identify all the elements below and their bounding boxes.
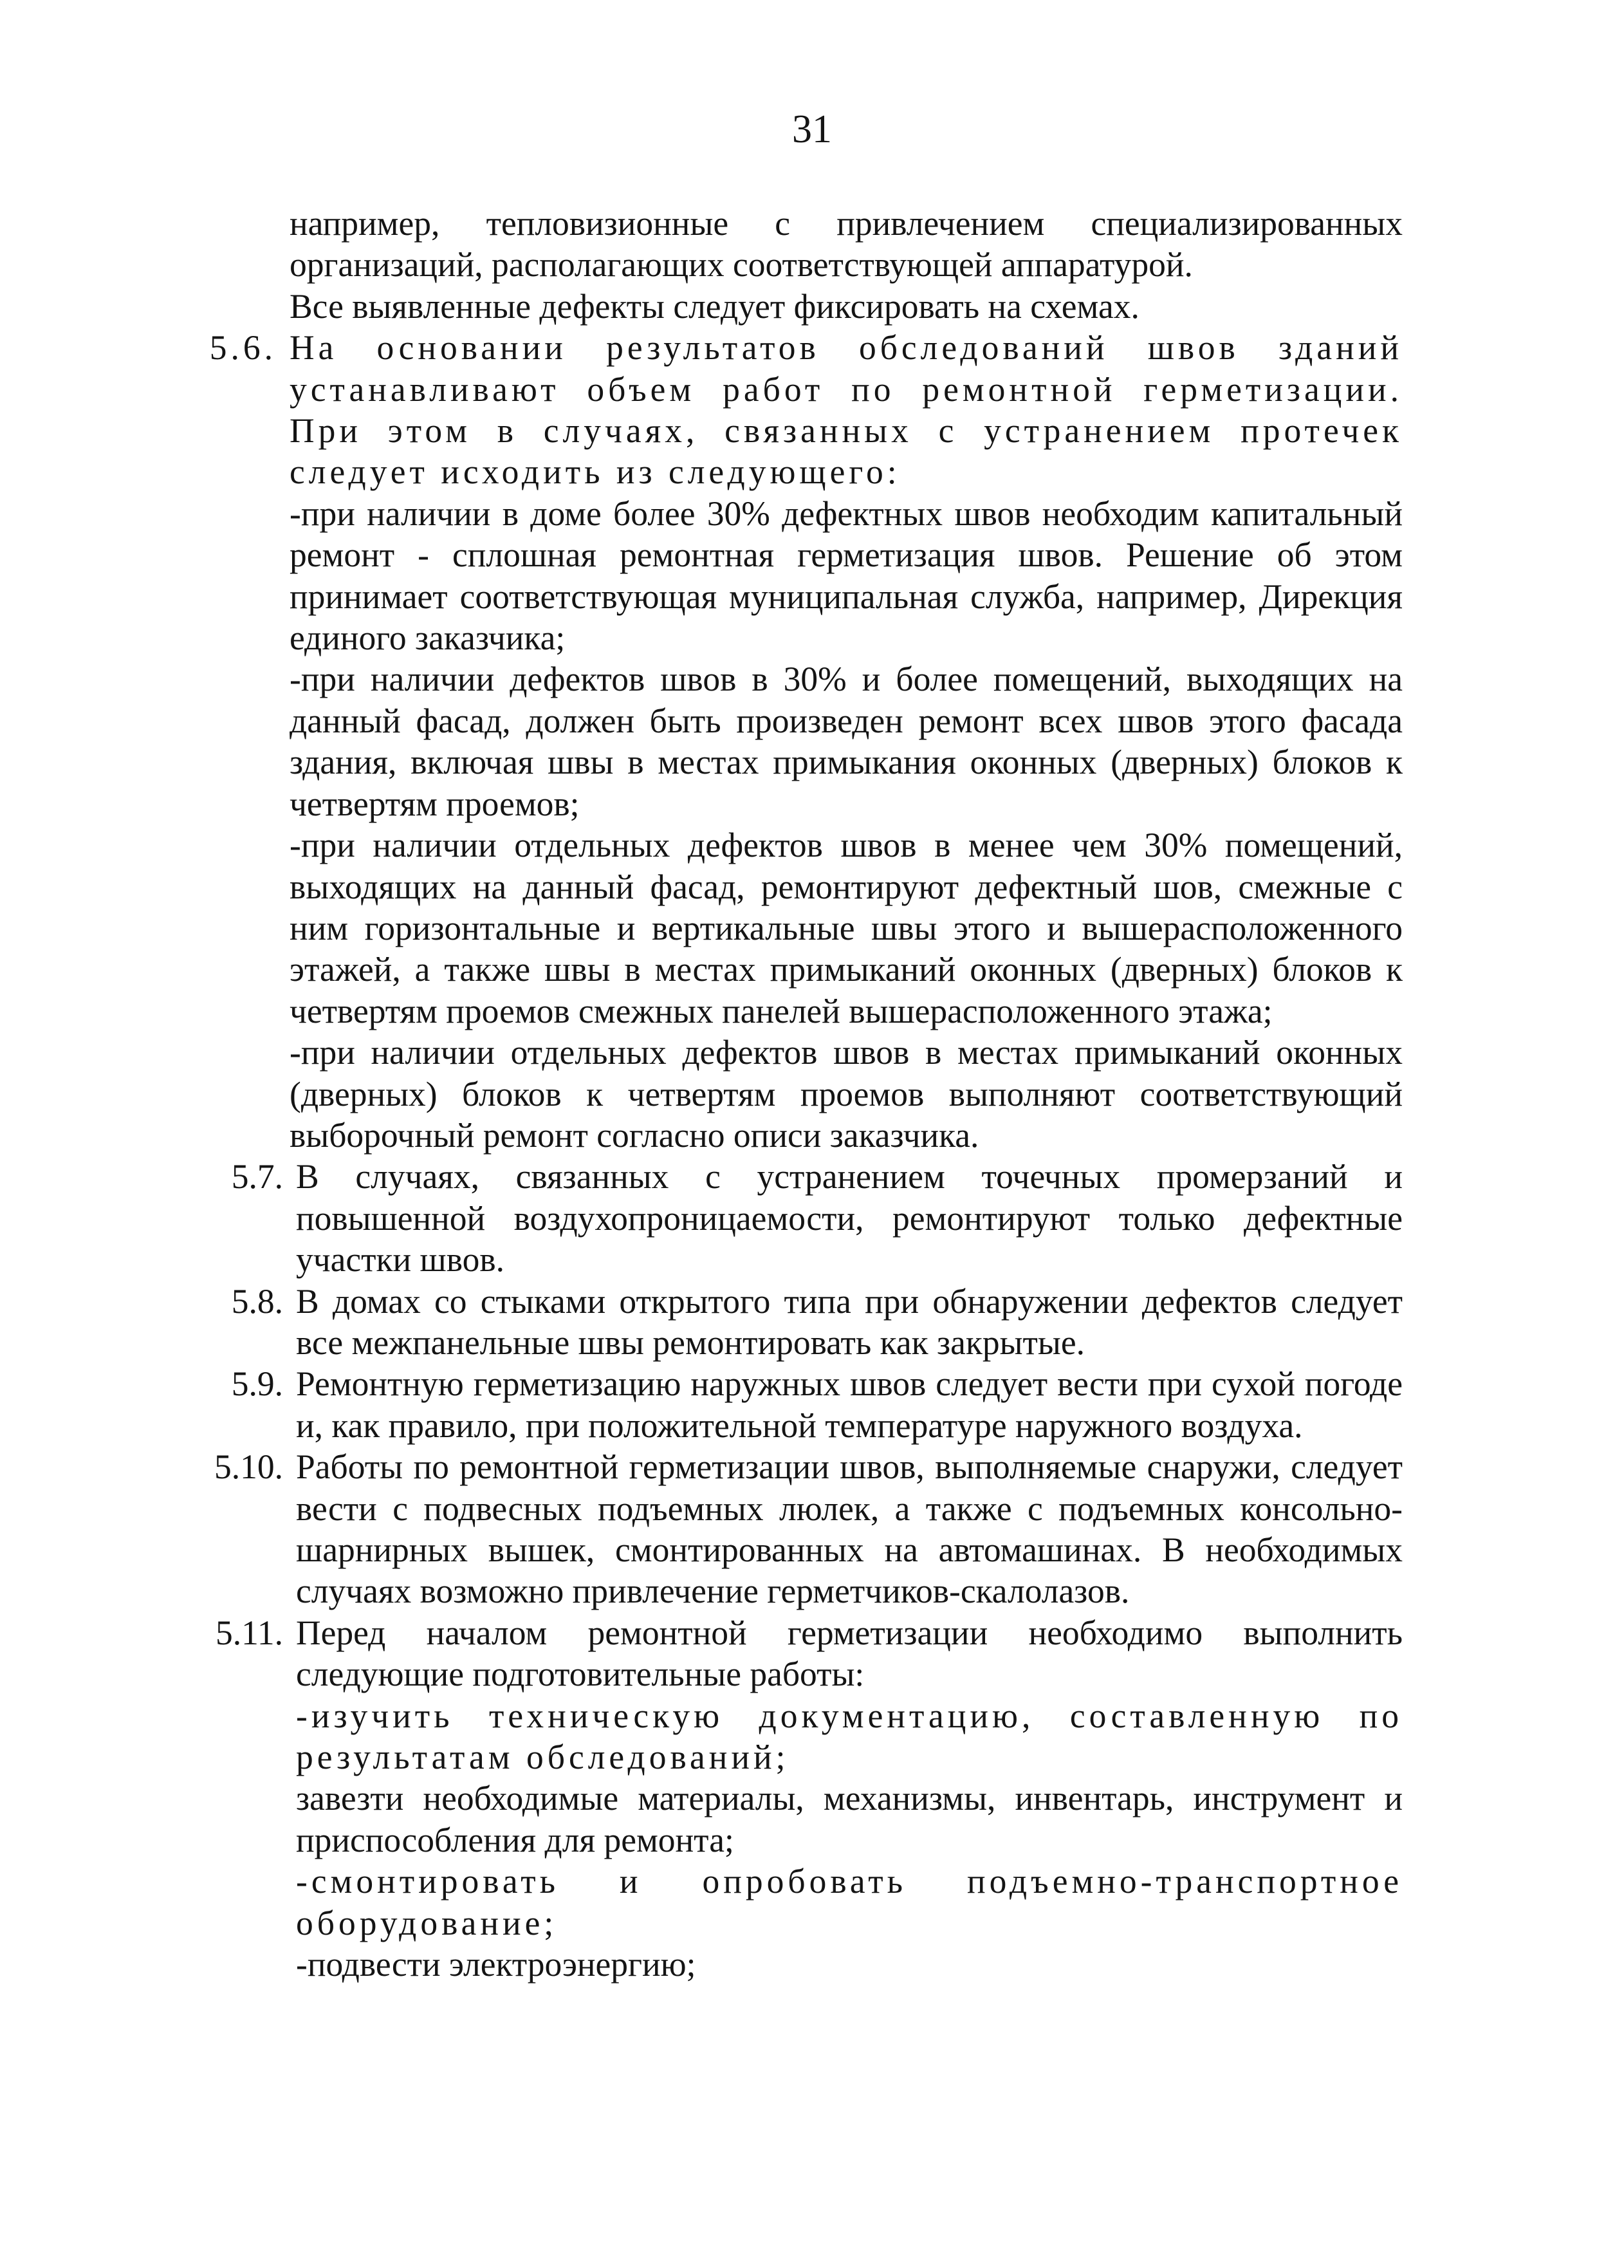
clause-text: На основании результатов обследований швов зданий устанавливают объем работ по ремонтной герметизации. При этом в случаях, связанных с устранением протечек следует исходить из следующего: bbox=[290, 328, 1403, 492]
paragraph: Все выявленные дефекты следует фиксировать на схемах. bbox=[290, 286, 1140, 326]
clause-number: 5.9. bbox=[231, 1364, 283, 1404]
clause-text: Работы по ремонтной герметизации швов, выполняемые снаружи, следует вести с подвесных подъемных люлек, а также с подъемных консольно-шарнирных вышек, смонтированных на автомашинах. В необходимых случаях возможно привлечение герметчиков-скалолазов. bbox=[296, 1447, 1403, 1611]
list-item: -при наличии дефектов швов в 30% и более помещений, выходящих на данный фасад, должен быть произведен ремонт всех швов этого фасада здания, включая швы в местах примыкания оконных (дверных) блоков к четвертям проемов; bbox=[290, 660, 1403, 823]
list-item: -при наличии отдельных дефектов швов в местах примыканий оконных (дверных) блоков к четвертям проемов выполняют соответствующий выборочный ремонт согласно описи заказчика. bbox=[290, 1033, 1403, 1155]
clause-number: 5.8. bbox=[231, 1281, 283, 1321]
clause-5-7 bbox=[231, 1156, 1403, 1280]
clause-5-6 bbox=[209, 327, 1403, 493]
clause-5-9 bbox=[231, 1363, 1403, 1446]
list-item: -подвести электроэнергию; bbox=[296, 1945, 696, 1984]
clause-number: 5.7. bbox=[231, 1157, 283, 1196]
clause-text: В домах со стыками открытого типа при обнаружении дефектов следует все межпанельные швы ремонтировать как закрытые. bbox=[296, 1281, 1403, 1362]
clause-5-10 bbox=[214, 1446, 1403, 1612]
list-item: -при наличии в доме более 30% дефектных швов необходим капитальный ремонт - сплошная ремонтная герметизация швов. Решение об этом принимает соответствующая муниципальная служба, например, Дирекция единого заказчика; bbox=[290, 494, 1403, 658]
list-item: завезти необходимые материалы, механизмы, инвентарь, инструмент и приспособления для ремонта; bbox=[296, 1779, 1403, 1859]
clause-text: Перед началом ремонтной герметизации необходимо выполнить следующие подготовительные работы: bbox=[296, 1613, 1403, 1694]
document-body bbox=[193, 203, 1403, 1985]
clause-text: Ремонтную герметизацию наружных швов следует вести при сухой погоде и, как правило, при положительной температуре наружного воздуха. bbox=[296, 1364, 1403, 1445]
clause-number: 5.10. bbox=[214, 1447, 283, 1487]
page-number: 31 bbox=[792, 107, 832, 151]
list-item: -смонтировать и опробовать подъемно-транспортное оборудование; bbox=[296, 1862, 1403, 1942]
list-item: -при наличии отдельных дефектов швов в менее чем 30% помещений, выходящих на данный фасад, ремонтируют дефектный шов, смежные с ним горизонтальные и вертикальные швы этого и вышерасположенного этажей, а также швы в местах примыканий оконных (дверных) блоков к четвертям проемов смежных панелей вышерасположенного этажа; bbox=[290, 826, 1403, 1030]
paragraph: например, тепловизионные с привлечением специализированных организаций, располагающих соответствующей аппаратурой. bbox=[290, 204, 1403, 284]
clause-number: 5.11. bbox=[215, 1613, 283, 1652]
list-item: -изучить техническую документацию, составленную по результатам обследований; bbox=[296, 1696, 1403, 1777]
clause-5-8 bbox=[231, 1281, 1403, 1364]
clause-5-11 bbox=[215, 1612, 1403, 1695]
clause-text: В случаях, связанных с устранением точечных промерзаний и повышенной воздухопроницаемости, ремонтируют только дефектные участки швов. bbox=[296, 1157, 1403, 1279]
clause-number: 5.6. bbox=[209, 328, 277, 367]
